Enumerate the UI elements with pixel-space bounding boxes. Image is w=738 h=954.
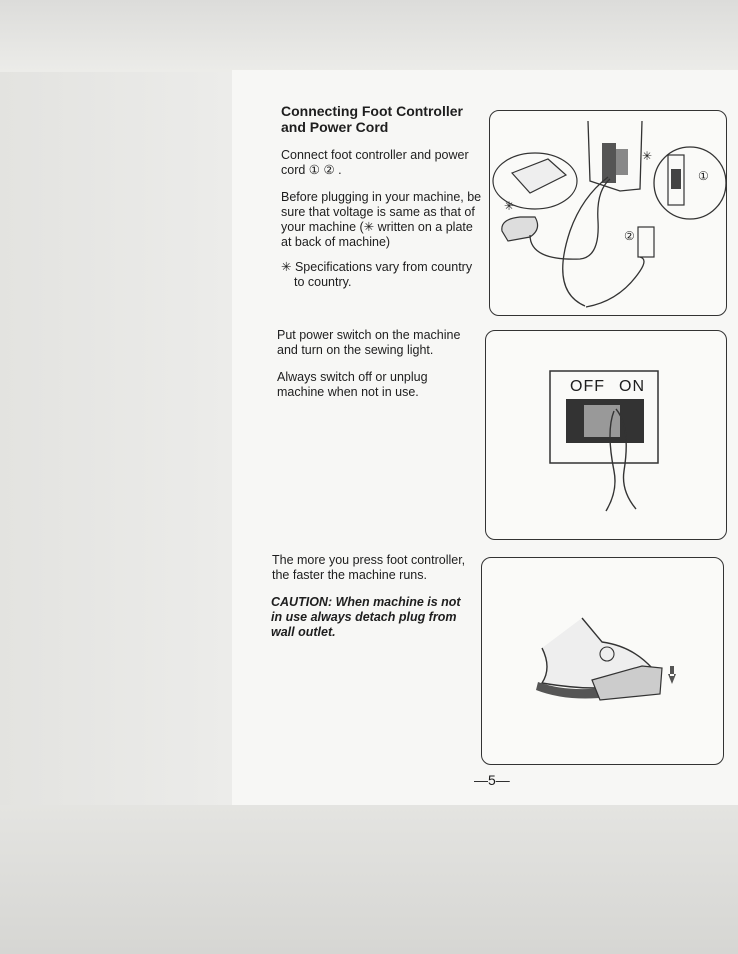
marker-star-left: ✳: [504, 199, 515, 213]
connection-illustration: [490, 111, 726, 315]
figure-foot-pressing-controller: [481, 557, 724, 765]
foot-illustration: [482, 558, 723, 764]
caution-note: CAUTION: When machine is not in use always detach plug from wall outlet.: [271, 595, 461, 639]
switch-label-on: ON: [619, 378, 645, 395]
page-number: —5—: [474, 772, 510, 788]
step2-para2: Always switch off or unplug machine when not in use.: [277, 370, 428, 399]
marker-star-right: ✳: [642, 149, 653, 163]
step3-para1: The more you press foot controller, the faster the machine runs.: [272, 553, 466, 582]
step1-para2: Before plugging in your machine, be sure that voltage is same as that of your machine (✳ written on a plate at back of machine): [281, 190, 482, 249]
step1-note: ✳ Specifications vary from country to country.: [281, 260, 473, 289]
scan-margin-left: [0, 72, 232, 805]
figure-power-switch: [485, 330, 727, 540]
marker-1: ①: [698, 169, 709, 183]
scan-margin-bottom: [0, 805, 738, 954]
figure-foot-controller-connection: [489, 110, 727, 316]
switch-label-off: OFF: [570, 378, 605, 395]
scan-margin-top: [0, 0, 738, 72]
step2-para1: Put power switch on the machine and turn on the sewing light.: [277, 328, 461, 357]
section-title: Connecting Foot Controller and Power Cord: [281, 103, 463, 135]
switch-illustration: [486, 331, 726, 539]
step1-para1: Connect foot controller and power cord ① ② .: [281, 148, 469, 177]
marker-2: ②: [624, 229, 635, 243]
